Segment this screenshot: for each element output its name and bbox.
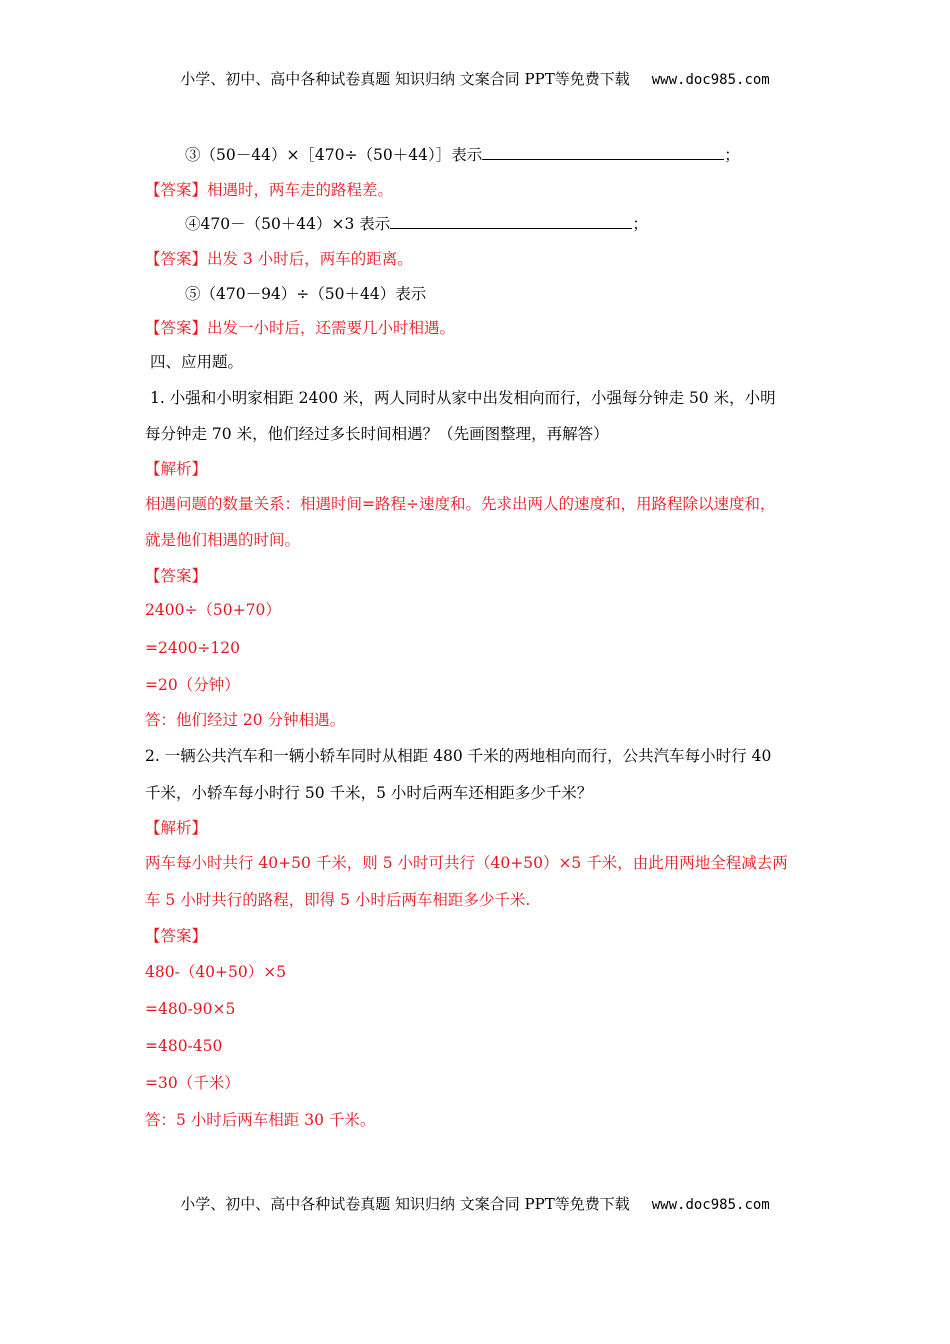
problem-1-calc-step: =20（分钟） [145, 676, 240, 694]
problem-1-conclusion: 答：他们经过 20 分钟相遇。 [145, 711, 346, 729]
problem-2-analysis-label: 【解析】 [145, 819, 208, 837]
problem-1-calc-step: 2400÷（50+70） [145, 601, 281, 619]
problem-1-analysis-line-2: 就是他们相遇的时间。 [145, 531, 301, 549]
problem-2-calc-step: =480-90×5 [145, 1000, 236, 1018]
problem-1-calc-step: =2400÷120 [145, 639, 241, 657]
problem-1-line-2: 每分钟走 70 米，他们经过多长时间相遇？（先画图整理，再解答） [145, 425, 609, 443]
problem-2-calc-step: =480-450 [145, 1037, 223, 1055]
problem-1-line-1: 1. 小强和小明家相距 2400 米，两人同时从家中出发相向而行，小强每分钟走 50 米，小明 [150, 389, 776, 407]
problem-2-conclusion: 答：5 小时后两车相距 30 千米。 [145, 1111, 376, 1129]
footer-text: 小学、初中、高中各种试卷真题 知识归纳 文案合同 PPT等免费下载 [180, 1195, 630, 1213]
answer-blank [482, 145, 724, 160]
header-text: 小学、初中、高中各种试卷真题 知识归纳 文案合同 PPT等免费下载 [180, 70, 630, 88]
header-url: www.doc985.com [651, 72, 770, 88]
section-title: 四、应用题。 [150, 353, 244, 371]
question-4: ④470－（50＋44）×3 表示 ； [185, 215, 648, 233]
problem-2-analysis-line-1: 两车每小时共行 40+50 千米，则 5 小时可共行（40+50）×5 千米，由此用两地全程减去两 [145, 854, 788, 872]
page-header [0, 68, 950, 89]
problem-2-line-1: 2. 一辆公共汽车和一辆小轿车同时从相距 480 千米的两地相向而行，公共汽车每小时行 40 [145, 747, 772, 765]
problem-1-analysis-label: 【解析】 [145, 460, 208, 478]
answer-4: 【答案】出发 3 小时后，两车的距离。 [145, 250, 413, 268]
answer-3: 【答案】相遇时，两车走的路程差。 [145, 181, 394, 199]
answer-blank [390, 214, 632, 229]
page-footer [0, 1193, 950, 1214]
question-3: ③（50－44）×［470÷（50＋44）］表示 ； [185, 146, 740, 164]
problem-2-line-2: 千米，小轿车每小时行 50 千米，5 小时后两车还相距多少千米？ [145, 784, 593, 802]
question-5: ⑤（470－94）÷（50＋44）表示 [185, 285, 427, 303]
problem-2-answer-label: 【答案】 [145, 927, 208, 945]
problem-2-calc-step: 480-（40+50）×5 [145, 963, 287, 981]
problem-2-calc-step: =30（千米） [145, 1074, 240, 1092]
problem-2-analysis-line-2: 车 5 小时共行的路程，即得 5 小时后两车相距多少千米. [145, 891, 531, 909]
answer-5: 【答案】出发一小时后，还需要几小时相遇。 [145, 319, 456, 337]
problem-1-answer-label: 【答案】 [145, 567, 208, 585]
footer-url: www.doc985.com [651, 1197, 770, 1213]
problem-1-analysis-line-1: 相遇问题的数量关系：相遇时间=路程÷速度和。先求出两人的速度和，用路程除以速度和， [145, 495, 776, 513]
